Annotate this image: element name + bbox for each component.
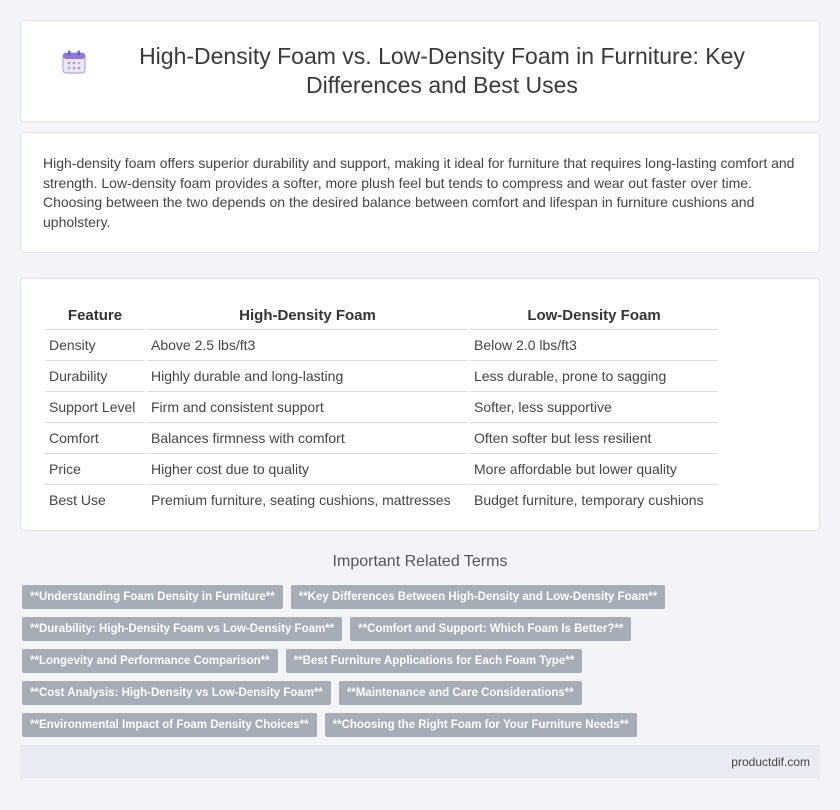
title-wrap bbox=[61, 42, 779, 100]
row-feature: Best Use bbox=[45, 484, 145, 515]
row-feature: Durability bbox=[45, 360, 145, 391]
row-low-density: Softer, less supportive bbox=[470, 391, 718, 422]
term-tag[interactable]: **Best Furniture Applications for Each Foam Type** bbox=[286, 649, 583, 673]
row-high-density: Balances firmness with comfort bbox=[147, 422, 468, 453]
row-high-density: Firm and consistent support bbox=[147, 391, 468, 422]
row-low-density: Often softer but less resilient bbox=[470, 422, 718, 453]
table-header-row bbox=[45, 303, 718, 329]
table-row bbox=[45, 484, 718, 515]
term-row bbox=[22, 681, 818, 705]
row-low-density: Budget furniture, temporary cushions bbox=[470, 484, 718, 515]
footer bbox=[20, 745, 820, 778]
term-tag[interactable]: **Comfort and Support: Which Foam Is Better?** bbox=[350, 617, 631, 641]
table-row bbox=[45, 422, 718, 453]
row-high-density: Above 2.5 lbs/ft3 bbox=[147, 329, 468, 360]
row-feature: Density bbox=[45, 329, 145, 360]
header-card bbox=[20, 20, 820, 122]
term-tag[interactable]: **Cost Analysis: High-Density vs Low-Density Foam** bbox=[22, 681, 331, 705]
comparison-table bbox=[45, 303, 718, 515]
row-feature: Price bbox=[45, 453, 145, 484]
term-tag[interactable]: **Understanding Foam Density in Furniture** bbox=[22, 585, 283, 609]
row-feature: Support Level bbox=[45, 391, 145, 422]
row-low-density: More affordable but lower quality bbox=[470, 453, 718, 484]
table-row bbox=[45, 453, 718, 484]
term-row bbox=[22, 649, 818, 673]
term-row bbox=[22, 713, 818, 737]
term-tag[interactable]: **Environmental Impact of Foam Density Choices** bbox=[22, 713, 317, 737]
intro-text: High-density foam offers superior durability and support, making it ideal for furniture that requires long-lasting comfort and strength. Low-density foam provides a softer, more plush feel but tends to compress and wear out faster over time. Choosing between the two depends on the desired balance between comfort and lifespan in furniture cushions and upholstery. bbox=[43, 155, 795, 230]
table-row bbox=[45, 391, 718, 422]
header-feature: Feature bbox=[67, 306, 123, 324]
table-row bbox=[45, 329, 718, 360]
header-low-density: Low-Density Foam bbox=[527, 306, 661, 324]
table-row bbox=[45, 360, 718, 391]
row-feature: Comfort bbox=[45, 422, 145, 453]
term-row bbox=[22, 617, 818, 641]
row-high-density: Premium furniture, seating cushions, mattresses bbox=[147, 484, 468, 515]
page-title: High-Density Foam vs. Low-Density Foam in Furniture: Key Differences and Best Uses bbox=[139, 43, 745, 98]
intro-card bbox=[20, 132, 820, 253]
row-high-density: Higher cost due to quality bbox=[147, 453, 468, 484]
term-tag[interactable]: **Maintenance and Care Considerations** bbox=[339, 681, 582, 705]
term-tag[interactable]: **Key Differences Between High-Density and Low-Density Foam** bbox=[291, 585, 666, 609]
calendar-icon bbox=[61, 49, 87, 75]
row-low-density: Below 2.0 lbs/ft3 bbox=[470, 329, 718, 360]
term-tag[interactable]: **Longevity and Performance Comparison** bbox=[22, 649, 278, 673]
term-tag[interactable]: **Durability: High-Density Foam vs Low-Density Foam** bbox=[22, 617, 342, 641]
footer-site-link[interactable]: productdif.com bbox=[731, 754, 810, 769]
related-terms bbox=[22, 585, 818, 737]
row-low-density: Less durable, prone to sagging bbox=[470, 360, 718, 391]
comparison-card bbox=[20, 278, 820, 531]
term-tag[interactable]: **Choosing the Right Foam for Your Furniture Needs** bbox=[325, 713, 637, 737]
header-high-density: High-Density Foam bbox=[239, 306, 376, 324]
row-high-density: Highly durable and long-lasting bbox=[147, 360, 468, 391]
related-terms-heading: Important Related Terms bbox=[332, 553, 508, 570]
term-row bbox=[22, 585, 818, 609]
